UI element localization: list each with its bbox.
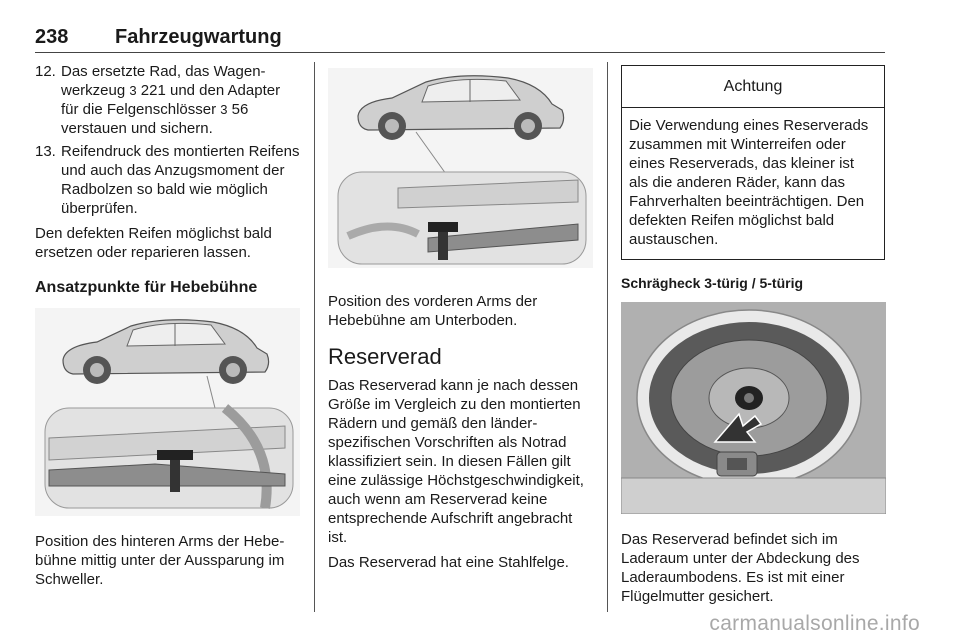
list-text: Reifendruck des montierten Reifens und auch das Anzugsmoment der Radbolzen so bald wie möglich überprüfen. [61,143,300,217]
column-divider [314,62,315,612]
front-lift-point-figure [328,68,593,268]
list-text: Das ersetzte Rad, das Wagenwerkzeug [61,63,266,99]
section-heading: Reserverad [328,344,442,369]
figure-caption: Position des hinteren Arms der Hebebühne mittig unter der Aussparung im Schweller. [35,533,285,588]
column-3 [621,62,886,606]
list-number: 13. [35,143,56,160]
reference-arrow-icon: 3 [220,102,228,117]
page-number: 238 [35,26,69,48]
warning-box [621,65,885,260]
column-2 [328,62,593,572]
figure-caption: Position des vorderen Arms der Hebebühne am Unterboden. [328,293,538,329]
list-number: 12. [35,63,56,80]
chapter-title: Fahrzeugwartung [115,26,282,48]
subheading: Schrägheck 3-türig / 5-türig [621,275,804,291]
list-text: 221 und den Adapter für die Felgenschlösser [61,82,281,118]
reference-arrow-icon: 3 [129,83,137,98]
list-item [35,142,300,218]
column-divider [607,62,608,612]
spare-wheel-figure [621,302,886,514]
list-item [35,62,300,138]
warning-title: Achtung [622,66,884,108]
paragraph: Das Reserverad hat eine Stahlfelge. [328,554,569,571]
watermark: carmanualsonline.info [709,612,920,635]
list-text: 56 verstauen und sichern. [61,101,249,137]
paragraph: Das Reserverad kann je nach dessen Größe im Vergleich zu den montierten Rädern und gemäß den länderspezifischen Vorschriften als Notrad klassifiziert sein. In diesen Fällen gilt eine zulässige Höchstgeschwindigkeit, auch wenn am Reserverad keine entsprechende Aufschrift angebracht ist. [328,377,584,546]
paragraph: Das Reserverad befindet sich im Laderaum unter der Abdeckung des Laderaumbodens. Es ist mit einer Flügelmutter gesichert. [621,531,860,605]
section-heading: Ansatzpunkte für Hebebühne [35,279,258,296]
page-header [35,26,885,53]
column-1 [35,62,300,589]
warning-text: Die Verwendung eines Reserverads zusammen mit Winterreifen oder eines Reserverads, das kleiner ist als die anderen Räder, kann das Fahrverhalten beeinträchtigen. Den defekten Reifen möglichst bald austauschen. [629,117,869,248]
paragraph: Den defekten Reifen möglichst bald ersetzen oder reparieren lassen. [35,225,272,261]
rear-lift-point-figure [35,308,300,516]
